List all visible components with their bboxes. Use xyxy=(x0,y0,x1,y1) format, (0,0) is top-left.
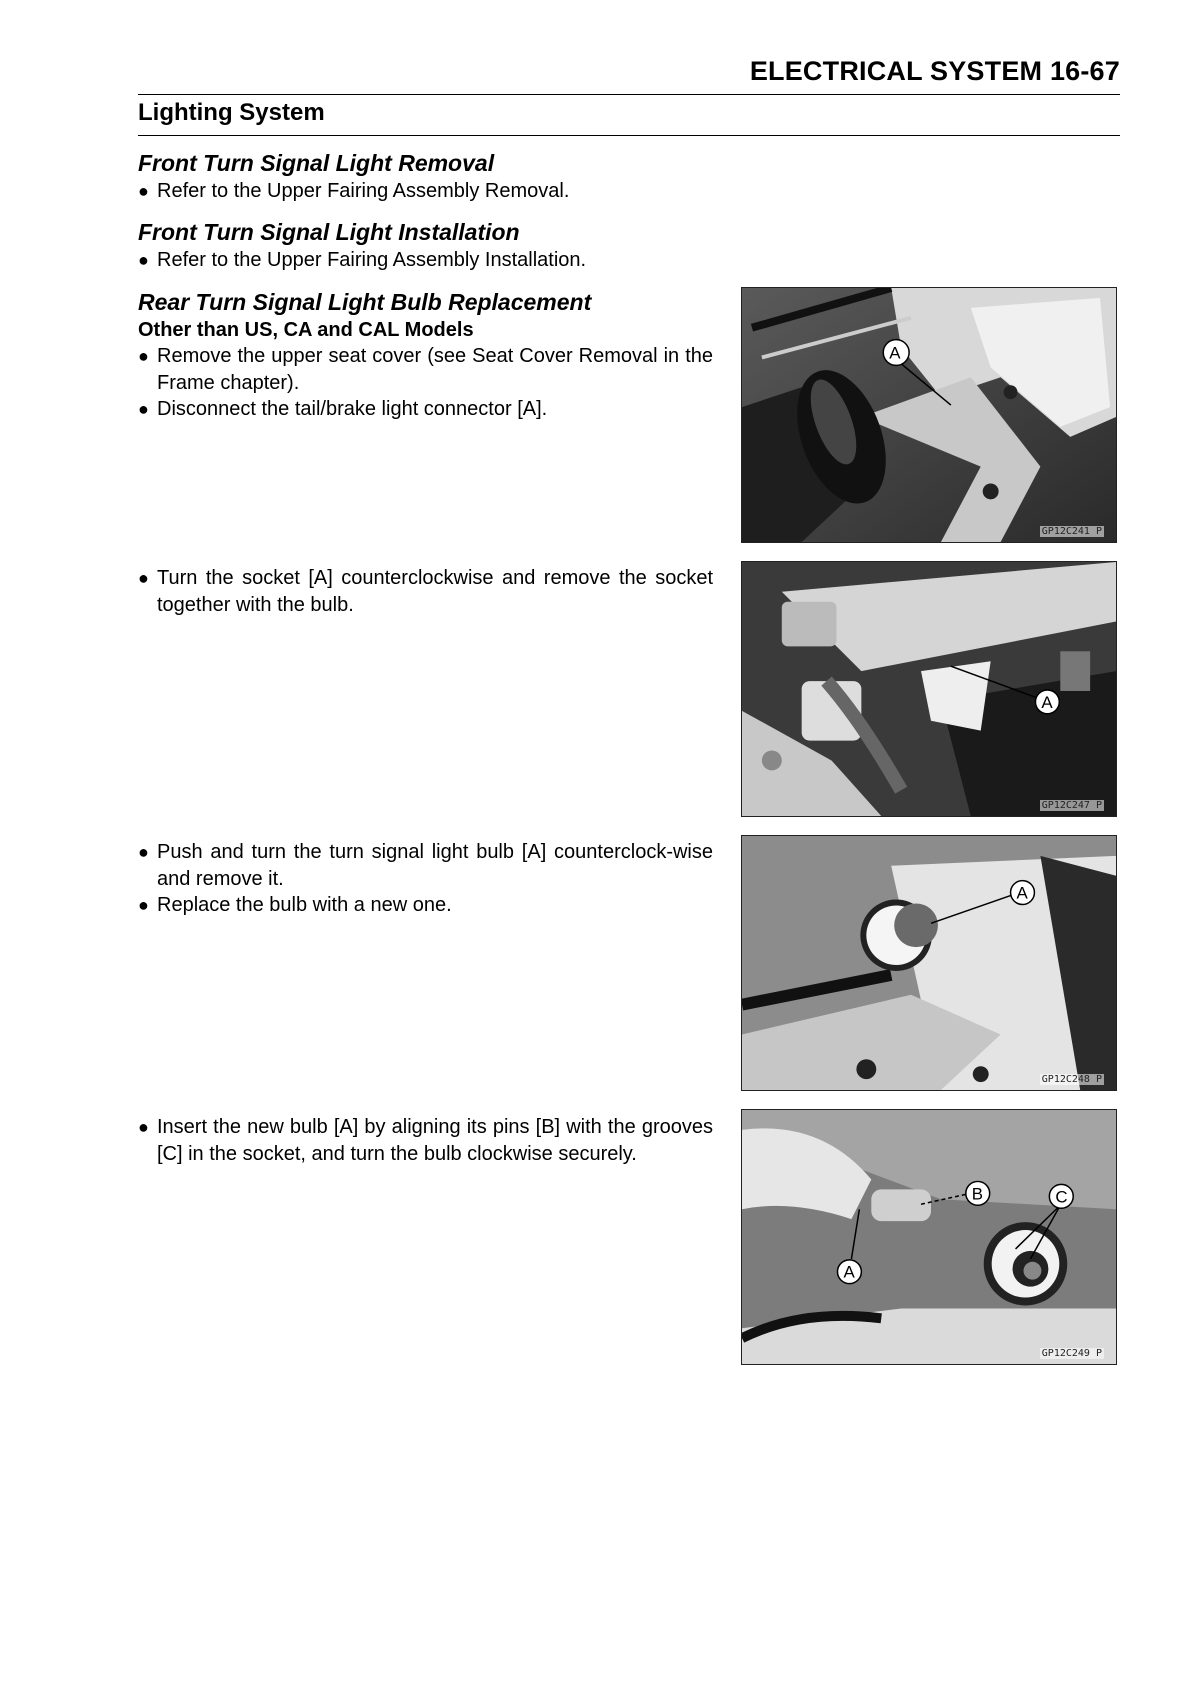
list-item: ● Insert the new bulb [A] by aligning its pins [B] with the grooves [C] in the socket, and turn the bulb clockwise securely. xyxy=(138,1116,713,1165)
bullet-icon: ● xyxy=(138,399,149,419)
figure-1-image xyxy=(742,288,1116,542)
step4-block xyxy=(138,1114,713,1167)
bullet-icon: ● xyxy=(138,842,149,862)
rear-bulb-title: Rear Turn Signal Light Bulb Replacement xyxy=(138,289,592,315)
callout-label: B xyxy=(971,1184,984,1204)
list-item: ● Remove the upper seat cover (see Seat Cover Removal in the Frame chapter). xyxy=(138,345,713,394)
figure-code: GP12C249 P xyxy=(1041,1348,1102,1359)
front-installation-title: Front Turn Signal Light Installation xyxy=(138,219,520,245)
figure-code: GP12C241 P xyxy=(1041,526,1102,537)
figure-1-photo xyxy=(741,287,1117,543)
bullet-icon: ● xyxy=(138,895,149,915)
figure-2-image xyxy=(742,562,1116,816)
callout-label: A xyxy=(889,343,901,363)
rear-bulb-subtitle: Other than US, CA and CAL Models xyxy=(138,319,474,341)
bullet-icon: ● xyxy=(138,346,149,366)
callout-label: C xyxy=(1055,1187,1068,1207)
figure-2-photo xyxy=(741,561,1117,817)
list-item: ● Disconnect the tail/brake light connector [A]. xyxy=(138,396,713,423)
list-item: ● Refer to the Upper Fairing Assembly Installation. xyxy=(138,247,713,274)
rear-bulb-section xyxy=(138,287,713,423)
figure-code: GP12C247 P xyxy=(1041,800,1102,811)
bullet-icon: ● xyxy=(138,181,149,201)
front-removal-section xyxy=(138,148,713,205)
front-removal-title: Front Turn Signal Light Removal xyxy=(138,150,495,176)
bullet-icon: ● xyxy=(138,568,149,588)
figure-3-photo xyxy=(741,835,1117,1091)
step3-block xyxy=(138,839,713,919)
section-title: Lighting System xyxy=(138,99,325,126)
list-item: ● Replace the bulb with a new one. xyxy=(138,892,713,919)
bullet-icon: ● xyxy=(138,250,149,270)
callout-label: A xyxy=(1041,692,1053,712)
step2-block xyxy=(138,565,713,618)
bullet-icon: ● xyxy=(138,1117,149,1137)
list-item: ● Push and turn the turn signal light bulb [A] counterclock-wise and remove it. xyxy=(138,841,713,890)
section-rule xyxy=(138,135,1120,136)
header-rule xyxy=(138,94,1120,95)
figure-4-image xyxy=(742,1110,1116,1364)
list-item: ● Refer to the Upper Fairing Assembly Removal. xyxy=(138,178,713,205)
page-header-title: ELECTRICAL SYSTEM 16-67 xyxy=(749,56,1120,86)
callout-label: A xyxy=(843,1262,855,1282)
figure-3-image xyxy=(742,836,1116,1090)
figure-4-photo xyxy=(741,1109,1117,1365)
list-item: ● Turn the socket [A] counterclockwise and remove the socket together with the bulb. xyxy=(138,567,713,616)
figure-code: GP12C248 P xyxy=(1041,1074,1102,1085)
front-installation-section xyxy=(138,217,713,274)
callout-label: A xyxy=(1016,883,1028,903)
